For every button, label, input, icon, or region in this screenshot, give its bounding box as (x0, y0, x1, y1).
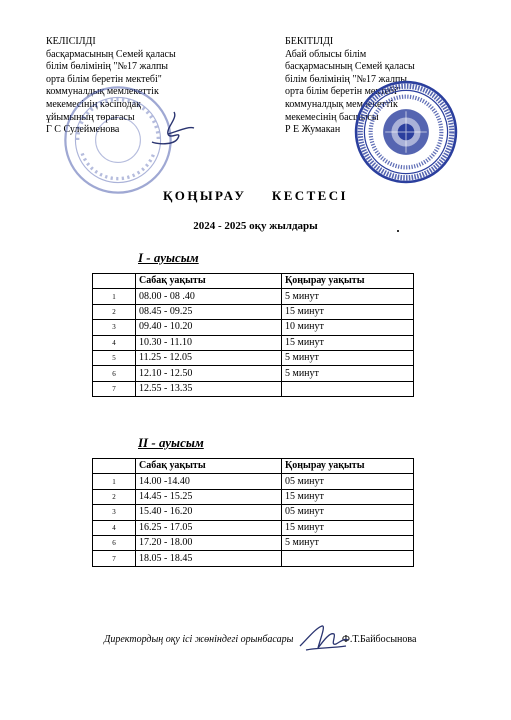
lesson-time: 12.55 - 13.35 (136, 381, 282, 396)
approved-line: орта білім беретін мектебі" (285, 86, 401, 98)
deputy-name: Ф.Т.Байбосынова (342, 634, 417, 645)
lesson-number: 7 (93, 381, 136, 396)
lesson-time: 08.00 - 08 .40 (136, 289, 282, 304)
page-title: ҚОҢЫРАУ КЕСТЕСІ (162, 188, 348, 203)
shift-1-title: І - ауысым (138, 250, 199, 265)
agreed-line: коммуналдық мемлекеттік (46, 86, 159, 98)
table-row (93, 304, 414, 319)
shift-2-title: ІІ - ауысым (138, 435, 204, 450)
agreed-line: басқармасының Семей қаласы (46, 48, 176, 60)
agreed-line: ұйымының төрағасы (46, 111, 135, 123)
approved-line: Абай облысы білім (285, 48, 367, 60)
bell-duration: 10 минут (282, 320, 414, 335)
table-row (93, 505, 414, 520)
table-header-row (93, 459, 414, 474)
lesson-number: 6 (93, 535, 136, 550)
agreed-line: мекемесінің кәсіподақ (46, 98, 141, 110)
table-header-row (93, 274, 414, 289)
lesson-number: 2 (93, 489, 136, 504)
column-header-bell-time: Қоңырау уақыты (282, 274, 414, 289)
lesson-time: 08.45 - 09.25 (136, 304, 282, 319)
academic-year: 2024 - 2025 оқу жылдары (193, 220, 318, 232)
table-row (93, 289, 414, 304)
table-row (93, 535, 414, 550)
school-seal-icon (354, 80, 458, 184)
lesson-number: 2 (93, 304, 136, 319)
bell-duration: 5 минут (282, 366, 414, 381)
table-row (93, 335, 414, 350)
column-header-lesson-time: Сабақ уақыты (136, 274, 282, 289)
lesson-number: 7 (93, 551, 136, 566)
bell-duration: 05 минут (282, 474, 414, 489)
approved-heading: БЕКІТІЛДІ (285, 36, 334, 47)
lesson-time: 18.05 - 18.45 (136, 551, 282, 566)
bell-duration: 5 минут (282, 289, 414, 304)
signature-left-icon (148, 108, 198, 150)
bell-duration: 5 минут (282, 350, 414, 365)
lesson-time: 14.00 -14.40 (136, 474, 282, 489)
bell-duration: 05 минут (282, 505, 414, 520)
lesson-time: 16.25 - 17.05 (136, 520, 282, 535)
agreed-heading: КЕЛІСІЛДІ (46, 36, 96, 47)
lesson-time: 17.20 - 18.00 (136, 535, 282, 550)
approved-line: білім бөлімінің "№17 жалпы (285, 73, 408, 85)
lesson-number: 4 (93, 520, 136, 535)
lesson-number: 5 (93, 350, 136, 365)
lesson-time: 09.40 - 10.20 (136, 320, 282, 335)
lesson-number: 3 (93, 320, 136, 335)
column-header-number (93, 459, 136, 474)
approved-line: басқармасының Семей қаласы (285, 61, 415, 73)
lesson-number: 1 (93, 289, 136, 304)
table-row (93, 520, 414, 535)
deputy-title: Директордың оқу ісі жөніндегі орынбасары (104, 634, 294, 645)
agreed-signer: Г С Сулейменова (46, 124, 120, 136)
table-row (93, 474, 414, 489)
lesson-time: 11.25 - 12.05 (136, 350, 282, 365)
signature-deputy-icon (296, 620, 350, 656)
column-header-lesson-time: Сабақ уақыты (136, 459, 282, 474)
approved-signer: Р Е Жумакан (285, 124, 341, 136)
lesson-time: 10.30 - 11.10 (136, 335, 282, 350)
agreed-line: орта білім беретін мектебі" (46, 73, 162, 85)
lesson-number: 1 (93, 474, 136, 489)
approved-line: мекемесінің басшысы (285, 111, 379, 123)
lesson-time: 15.40 - 16.20 (136, 505, 282, 520)
bell-duration (282, 551, 414, 566)
bell-duration: 15 минут (282, 489, 414, 504)
approved-line: коммуналдық мемлекеттік (285, 98, 398, 110)
speck (397, 230, 399, 232)
column-header-bell-time: Қоңырау уақыты (282, 459, 414, 474)
table-row (93, 381, 414, 396)
table-row (93, 320, 414, 335)
table-row (93, 350, 414, 365)
table-row (93, 489, 414, 504)
bell-duration: 15 минут (282, 304, 414, 319)
lesson-time: 14.45 - 15.25 (136, 489, 282, 504)
table-row (93, 551, 414, 566)
table-row (93, 366, 414, 381)
lesson-number: 6 (93, 366, 136, 381)
bell-duration: 5 минут (282, 535, 414, 550)
column-header-number (93, 274, 136, 289)
bell-duration: 15 минут (282, 335, 414, 350)
lesson-time: 12.10 - 12.50 (136, 366, 282, 381)
shift-2-table (92, 458, 414, 567)
bell-duration (282, 381, 414, 396)
agreed-line: білім бөлімінің "№17 жалпы (46, 61, 169, 73)
lesson-number: 4 (93, 335, 136, 350)
shift-1-table (92, 273, 414, 397)
bell-duration: 15 минут (282, 520, 414, 535)
lesson-number: 3 (93, 505, 136, 520)
